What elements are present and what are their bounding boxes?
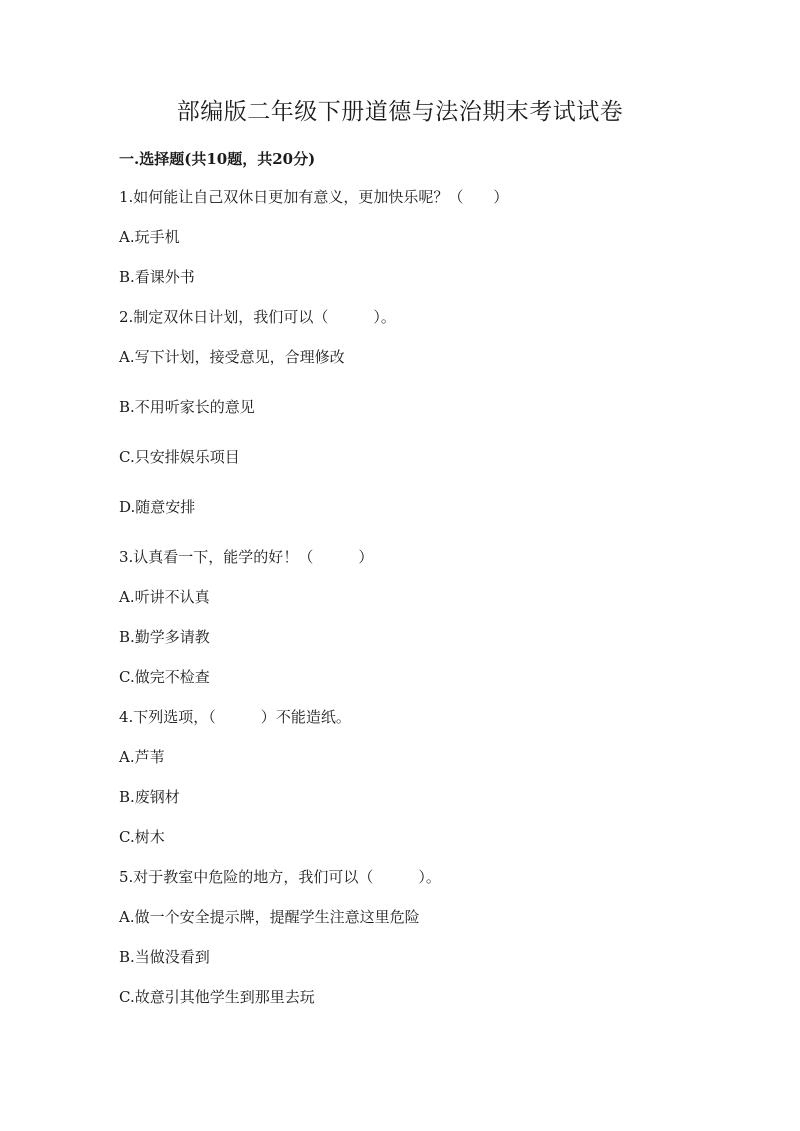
question-3-option-a: A.听讲不认真 xyxy=(119,588,210,606)
question-1-option-a: A.玩手机 xyxy=(119,228,180,246)
question-4-stem: 4.下列选项，（ ）不能造纸。 xyxy=(119,708,351,726)
question-5-option-c: C.故意引其他学生到那里去玩 xyxy=(119,988,315,1006)
question-4-option-b: B.废钢材 xyxy=(119,788,180,806)
question-1-option-b: B.看课外书 xyxy=(119,268,195,286)
question-2-option-b: B.不用听家长的意见 xyxy=(119,398,255,416)
question-2-option-d: D.随意安排 xyxy=(119,498,196,516)
question-2-stem: 2.制定双休日计划，我们可以（ ）。 xyxy=(119,308,396,326)
section-heading: 一.选择题(共10题，共20分) xyxy=(119,150,316,168)
question-4-option-a: A.芦苇 xyxy=(119,748,165,766)
page-title: 部编版二年级下册道德与法治期末考试试卷 xyxy=(176,99,624,125)
question-4-option-c: C.树木 xyxy=(119,828,165,846)
question-2-option-c: C.只安排娱乐项目 xyxy=(119,448,240,466)
question-3-option-b: B.勤学多请教 xyxy=(119,628,210,646)
question-2-option-a: A.写下计划，接受意见，合理修改 xyxy=(119,348,345,366)
question-3-stem: 3.认真看一下，能学的好！（ ） xyxy=(119,548,374,566)
question-3-option-c: C.做完不检查 xyxy=(119,668,210,686)
question-5-stem: 5.对于教室中危险的地方，我们可以（ ）。 xyxy=(119,868,441,886)
question-1-stem: 1.如何能让自己双休日更加有意义，更加快乐呢？（ ） xyxy=(119,188,509,206)
question-5-option-a: A.做一个安全提示牌，提醒学生注意这里危险 xyxy=(119,908,420,926)
question-5-option-b: B.当做没看到 xyxy=(119,948,210,966)
